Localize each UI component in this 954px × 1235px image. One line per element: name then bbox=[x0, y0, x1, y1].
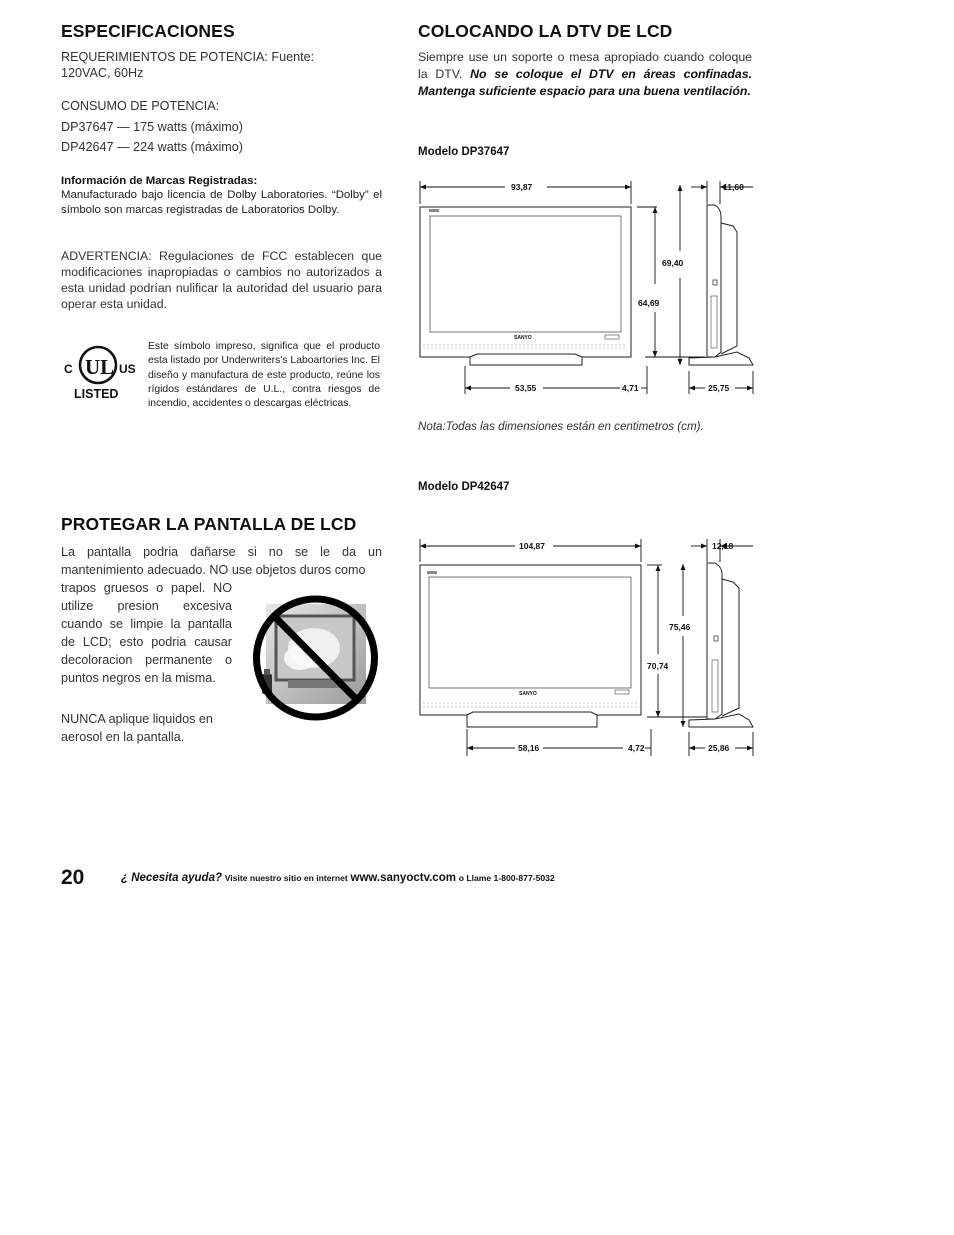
dp37647-brand: SANYO bbox=[514, 335, 532, 341]
placing-title: COLOCANDO LA DTV DE LCD bbox=[418, 21, 673, 41]
dp37647-height-total: 69,40 bbox=[662, 258, 684, 268]
consumption-dp37647: DP37647 — 175 watts (máximo) bbox=[61, 119, 243, 134]
trademark-section bbox=[61, 174, 382, 218]
diagram-dp42647 bbox=[415, 536, 760, 760]
protect-paragraph-wrap: trapos gruesos o papel. NO utilize presion excesiva cuando se limpie la pantalla de LCD; esto podria causar decoloracion permanente o puntos negros en la misma. bbox=[61, 581, 232, 685]
trademark-title: Información de Marcas Registradas: bbox=[61, 175, 258, 187]
no-spray-on-screen-icon bbox=[248, 588, 383, 728]
power-req-line-1: REQUERIMIENTOS DE POTENCIA: Fuente: bbox=[61, 50, 315, 64]
ul-letters: UL bbox=[85, 355, 115, 379]
placing-text-emphasis: No se coloque el DTV en áreas confinadas. Mantenga suficiente espacio para una buena ventilación. bbox=[418, 67, 752, 98]
consumption-label: CONSUMO DE POTENCIA: bbox=[61, 99, 220, 113]
help-question: ¿ Necesita ayuda? bbox=[121, 872, 222, 884]
dp42647-base-width: 58,16 bbox=[518, 743, 540, 753]
protect-paragraph-full: La pantalla podria dañarse si no se le da un mantenimiento adecuado. NO use objetos duros como bbox=[61, 545, 382, 577]
ul-description: Este símbolo impreso, significa que el producto esta listado por Underwriters's Laboartories Inc. El diseño y manufactura de este producto, reúne los rígidos estándares de U.L., contra riesgos de incendio, accidentes o descargas eléctricas. bbox=[148, 341, 380, 410]
ul-listed-text: LISTED bbox=[74, 387, 119, 401]
help-line bbox=[121, 872, 555, 884]
protect-screen-title: PROTEGAR LA PANTALLA DE LCD bbox=[61, 514, 357, 534]
page-number: 20 bbox=[61, 866, 85, 889]
dp37647-depth-top-label: 11,60 bbox=[723, 182, 744, 192]
ul-listed-logo bbox=[62, 341, 138, 403]
diagram-dp37647 bbox=[415, 176, 760, 398]
dp42647-base-height: 4,72 bbox=[628, 743, 645, 753]
help-visit: Visite nuestro sitio en internet bbox=[224, 873, 348, 883]
dp42647-brand: SANYO bbox=[519, 691, 537, 697]
dp37647-base-height: 4,71 bbox=[622, 383, 639, 393]
dp42647-height-screen: 70,74 bbox=[647, 661, 669, 671]
power-consumption bbox=[61, 96, 381, 158]
dp42647-width: 104,87 bbox=[519, 541, 545, 551]
dp37647-base-width: 53,55 bbox=[515, 383, 537, 393]
trademark-text: Manufacturado bajo licencia de Dolby Laboratories. “Dolby” el símbolo son marcas registradas de Laboratorios Dolby. bbox=[61, 189, 382, 216]
dimensions-note: Nota:Todas las dimensiones están en centimetros (cm). bbox=[418, 420, 704, 433]
dp42647-depth-top: 12,18 bbox=[712, 541, 734, 551]
ul-circle-icon bbox=[62, 341, 138, 403]
dp37647-base-depth: 25,75 bbox=[708, 383, 730, 393]
help-call: o Llame 1-800-877-5032 bbox=[458, 873, 555, 883]
specifications-title: ESPECIFICACIONES bbox=[61, 21, 235, 41]
help-url-link[interactable]: www.sanyoctv.com bbox=[350, 872, 456, 884]
ul-c-mark: C bbox=[64, 362, 73, 376]
power-req-line-2: 120VAC, 60Hz bbox=[61, 66, 144, 80]
consumption-dp42647: DP42647 — 224 watts (máximo) bbox=[61, 140, 243, 154]
dp37647-height-screen: 64,69 bbox=[638, 298, 660, 308]
dp37647-width: 93,87 bbox=[511, 182, 533, 192]
model-dp42647-label: Modelo DP42647 bbox=[418, 481, 510, 493]
placing-paragraph bbox=[418, 49, 752, 100]
fcc-warning: ADVERTENCIA: Regulaciones de FCC establecen que modificaciones inapropiadas o cambios no autorizados a esta unidad podrían nulificar la autoridad del usuario para operar esta unidad. bbox=[61, 249, 382, 311]
protect-aerosol-warning: NUNCA aplique liquidos en aerosol en la pantalla. bbox=[61, 712, 213, 744]
dp42647-height-total: 75,46 bbox=[669, 622, 691, 632]
placing-text-normal: Siempre use un soporte o mesa apropiado cuando coloque la DTV. bbox=[418, 50, 752, 81]
ul-us-mark: US bbox=[119, 362, 136, 376]
model-dp37647-label: Modelo DP37647 bbox=[418, 146, 510, 158]
power-requirements bbox=[61, 49, 381, 81]
dp42647-base-depth: 25,86 bbox=[708, 743, 730, 753]
